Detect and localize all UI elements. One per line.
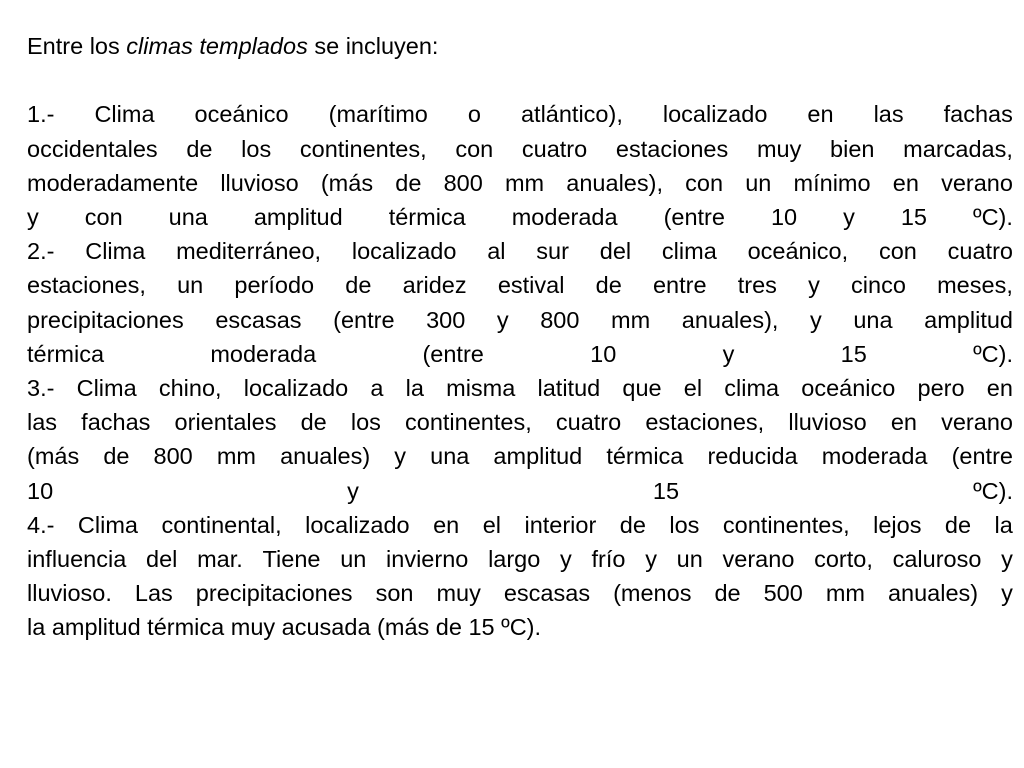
word: corto, xyxy=(814,546,873,573)
word: latitud xyxy=(537,375,601,402)
word: estaciones, xyxy=(645,409,765,436)
word: 800 xyxy=(443,169,483,196)
word: y xyxy=(347,477,359,504)
word: anuales) xyxy=(887,580,979,607)
word: de xyxy=(345,272,372,299)
word: de xyxy=(595,272,622,299)
word: los xyxy=(669,511,700,538)
word: 10 xyxy=(590,340,617,367)
paragraph-line xyxy=(27,542,1013,576)
word: y xyxy=(645,546,657,573)
word: 1.- xyxy=(27,101,55,128)
paragraph-line xyxy=(27,97,1013,131)
word: 15 xyxy=(840,340,867,367)
word: y xyxy=(27,204,39,230)
climate-paragraph xyxy=(27,371,1013,508)
word: precipitaciones xyxy=(27,306,184,333)
word: en xyxy=(890,409,917,436)
word: un xyxy=(340,546,367,573)
word: chino, xyxy=(158,375,222,402)
word: térmica xyxy=(606,443,684,470)
word: la xyxy=(994,511,1013,538)
climate-paragraph xyxy=(27,97,1013,234)
word: lluvioso. xyxy=(27,580,112,607)
word: lluvioso xyxy=(788,409,867,436)
word: una xyxy=(430,443,470,470)
word: continentes, xyxy=(722,511,850,538)
word: en xyxy=(433,511,460,538)
word: a xyxy=(370,375,384,402)
word: orientales xyxy=(174,409,277,436)
word: Las xyxy=(134,580,173,607)
word: y xyxy=(560,546,572,573)
word: 300 xyxy=(426,306,466,333)
word: (menos xyxy=(613,580,692,607)
word: aridez xyxy=(402,272,467,299)
word: en xyxy=(807,101,834,128)
climate-list xyxy=(27,97,1013,644)
word: oceánico xyxy=(194,101,289,128)
word: Tiene xyxy=(262,546,321,573)
word: anuales), xyxy=(681,306,779,333)
word: estaciones, xyxy=(27,272,146,299)
word: fachas xyxy=(81,409,151,436)
word: largo xyxy=(488,546,541,573)
word: estaciones xyxy=(615,135,729,162)
word: y xyxy=(496,306,509,333)
word: térmica xyxy=(388,204,466,230)
word: y xyxy=(843,204,855,230)
word: del xyxy=(146,546,178,573)
word: (entre xyxy=(333,306,395,333)
word: verano xyxy=(941,409,1013,436)
word: 10 xyxy=(770,204,798,230)
word: verano xyxy=(941,169,1013,196)
word: mínimo xyxy=(793,169,871,196)
climate-paragraph xyxy=(27,234,1013,371)
word: 800 xyxy=(540,306,580,333)
word: clima xyxy=(661,238,717,265)
word: y xyxy=(394,443,407,470)
word: (más xyxy=(27,443,80,470)
word: continentes, xyxy=(405,409,532,436)
word: cuatro xyxy=(555,409,622,436)
intro-line xyxy=(27,29,1013,63)
paragraph-line xyxy=(27,166,1013,200)
word: muy xyxy=(436,580,481,607)
intro-after: se incluyen: xyxy=(314,33,439,59)
word: mm xyxy=(611,306,651,333)
word: mm xyxy=(504,169,545,196)
word: del xyxy=(599,238,632,265)
word: (entre xyxy=(951,443,1013,470)
paragraph-line xyxy=(27,508,1013,542)
word: lluvioso xyxy=(220,169,299,196)
word: ºC). xyxy=(972,204,1013,230)
word: localizado xyxy=(351,238,457,265)
word: clima xyxy=(724,375,780,402)
word: moderada xyxy=(210,340,317,367)
word: sur xyxy=(536,238,569,265)
word: localizado xyxy=(305,511,410,538)
word: ºC). xyxy=(973,477,1013,504)
word: cuatro xyxy=(947,238,1013,265)
word: térmica xyxy=(27,340,105,367)
word: bien xyxy=(830,135,875,162)
word: con xyxy=(84,204,123,230)
word: entre xyxy=(652,272,707,299)
word: (entre xyxy=(663,204,725,230)
blank-line xyxy=(27,63,1013,97)
word: la xyxy=(405,375,424,402)
intro-before: Entre los xyxy=(27,33,120,59)
word: oceánico xyxy=(801,375,896,402)
word: misma xyxy=(446,375,516,402)
word: caluroso xyxy=(892,546,982,573)
word: meses, xyxy=(937,272,1013,299)
word: tres xyxy=(737,272,777,299)
word: ºC). xyxy=(973,340,1013,367)
word: y xyxy=(1001,546,1013,573)
word: influencia xyxy=(27,546,127,573)
word: de xyxy=(300,409,327,436)
paragraph-line xyxy=(27,234,1013,268)
word: 3.- xyxy=(27,375,55,402)
word: y xyxy=(810,306,822,333)
word: continental, xyxy=(161,511,282,538)
word: en xyxy=(986,375,1013,402)
word: localizado xyxy=(662,101,768,128)
word: precipitaciones xyxy=(195,580,353,607)
word: cuatro xyxy=(521,135,588,162)
paragraph-line xyxy=(27,337,1013,371)
word: de xyxy=(186,135,213,162)
word: occidentales xyxy=(27,135,158,162)
word: 2.- xyxy=(27,238,55,265)
word: el xyxy=(683,375,703,402)
word: 800 xyxy=(153,443,193,470)
word: Clima xyxy=(85,238,146,265)
paragraph-line xyxy=(27,268,1013,302)
word: (más xyxy=(320,169,374,196)
word: en xyxy=(892,169,919,196)
word: moderadamente xyxy=(27,169,199,196)
paragraph-line xyxy=(27,303,1013,337)
word: mediterráneo, xyxy=(176,238,322,265)
word: el xyxy=(482,511,501,538)
word: Clima xyxy=(77,511,138,538)
word: son xyxy=(375,580,414,607)
word: muy xyxy=(756,135,802,162)
word: amplitud xyxy=(924,306,1013,333)
word: las xyxy=(873,101,904,128)
word: con xyxy=(685,169,724,196)
word: interior xyxy=(524,511,597,538)
word: de xyxy=(395,169,422,196)
word: estival xyxy=(497,272,565,299)
word: localizado xyxy=(243,375,349,402)
word: oceánico, xyxy=(747,238,849,265)
word: marcadas, xyxy=(903,135,1013,162)
paragraph-line xyxy=(27,439,1013,473)
word: mar. xyxy=(197,546,243,573)
word: una xyxy=(853,306,893,333)
word: verano xyxy=(722,546,795,573)
word: continentes, xyxy=(299,135,427,162)
word: invierno xyxy=(386,546,469,573)
word: frío xyxy=(591,546,626,573)
word: un xyxy=(745,169,772,196)
word: y xyxy=(722,340,735,367)
word: con xyxy=(455,135,494,162)
word: anuales) xyxy=(280,443,371,470)
word: cinco xyxy=(851,272,906,299)
word: que xyxy=(622,375,662,402)
word: moderada xyxy=(821,443,928,470)
word: los xyxy=(350,409,381,436)
word: mm xyxy=(216,443,256,470)
word: fachas xyxy=(943,101,1013,128)
word: los xyxy=(241,135,272,162)
word: atlántico), xyxy=(520,101,623,128)
word: pero xyxy=(917,375,965,402)
word: moderada xyxy=(511,204,618,230)
word: y xyxy=(808,272,820,299)
word: lejos xyxy=(873,511,922,538)
paragraph-line xyxy=(27,371,1013,405)
climate-text-block xyxy=(27,29,1013,645)
word: 4.- xyxy=(27,511,55,538)
word: al xyxy=(487,238,506,265)
word: escasas xyxy=(215,306,302,333)
word: 10 xyxy=(27,477,54,504)
word: período xyxy=(234,272,315,299)
word: una xyxy=(168,204,208,230)
word: y xyxy=(1001,580,1013,607)
word: Clima xyxy=(76,375,137,402)
word: de xyxy=(944,511,972,538)
paragraph-line xyxy=(27,132,1013,166)
word: de xyxy=(619,511,646,538)
word: un xyxy=(177,272,204,299)
climate-paragraph xyxy=(27,508,1013,645)
word: amplitud xyxy=(253,204,343,230)
word: un xyxy=(676,546,703,573)
word: 500 xyxy=(763,580,803,607)
paragraph-last-line: la amplitud térmica muy acusada (más de 15 ºC). xyxy=(27,614,542,641)
word: o xyxy=(467,101,481,128)
word: las xyxy=(27,409,58,436)
paragraph-line xyxy=(27,200,1013,234)
intro-emphasis: climas templados xyxy=(126,33,308,59)
word: amplitud xyxy=(493,443,583,470)
word: (marítimo xyxy=(328,101,428,128)
word: mm xyxy=(825,580,865,607)
word: 15 xyxy=(900,204,927,230)
paragraph-line xyxy=(27,576,1013,610)
word: de xyxy=(103,443,130,470)
word: (entre xyxy=(422,340,484,367)
word: anuales), xyxy=(566,169,663,196)
word: Clima xyxy=(94,101,155,128)
word: con xyxy=(878,238,917,265)
paragraph-line xyxy=(27,474,1013,508)
paragraph-line xyxy=(27,405,1013,439)
word: reducida xyxy=(707,443,798,470)
word: 15 xyxy=(652,477,680,504)
word: de xyxy=(714,580,741,607)
word: escasas xyxy=(503,580,591,607)
